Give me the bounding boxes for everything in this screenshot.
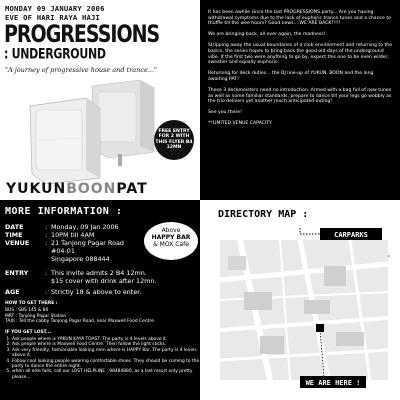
info-row [5,247,156,255]
mrt-info: MRT : Tanjong Pagar Station [5,313,67,319]
info-value: $15 cover with drink after 12mn. [51,277,157,285]
info-value: 21 Tanjong Pagar Road [51,239,124,247]
capacity-note: **LIMITED VENUE CAPACITY [208,121,272,127]
info-label: ENTRY [5,269,29,277]
lost-step: 5. when all else fails, call our LOST HELPLINE : 98484880, as a last resort only pretty please... [12,369,200,380]
info-row: AGE : Strictly 18 & above to enter. [5,288,142,296]
info-value: #04-01 [51,247,75,255]
intro-text [208,10,394,132]
dj-pat: PAT [116,181,148,197]
info-row: ENTRY : This invite admits 2 B4 12mn. [5,269,147,277]
badge-line: & MOX Cafe [153,241,189,248]
intro-text-panel [200,0,400,200]
lost-step: 1. Ask people where is YAKUN KAYA TOAST. The party is 4 levels above it. [12,337,200,342]
dj-lineup [6,182,148,197]
free-entry-badge: FREE ENTRY FOR 2 WITH THIS FLYER B4 12MN [154,120,194,160]
event-title: PROGRESSIONS [4,20,160,49]
info-value: Monday, 09 Jan 2006 [51,223,119,231]
event-tagline: "A journey of progressive house and trance..." [5,66,158,74]
route-line [300,228,320,234]
lost-step: 4. Follow cool looking people wearing comfortable shoes. They should be coming to the party to dance the entire night. [12,359,200,370]
dj-yukun: YUKUN [6,181,67,197]
street-map [220,240,388,380]
intro-paragraph: It has been awhile since the last PROGRESSIONS party... Are you having withdrawal symptoms due to the lack of euphoric trance tunes and a chance to thuffle till the wee hours? Good news....WE ARE BACK!!!!! [208,10,391,27]
info-row [5,255,156,263]
intro-paragraph: See you there! [208,110,242,116]
info-row: DATE : Monday, 09 Jan 2006 [5,223,119,231]
speaker-image [22,78,160,184]
info-panel [0,200,200,400]
intro-paragraph: These 3 deckmeisters need no introduction. Armed with a bag full of new tunes as well as some familiar standards, prepare to dance till your legs go wobbly as the trio delivers yet another much anticipated outing! [208,87,392,105]
intro-paragraph: We are bringing back, all over again, the madness! [208,32,326,38]
venue-marker [316,324,324,332]
directory-map [200,200,400,400]
event-subtitle: : UNDERGROUND [4,45,106,62]
taxi-info: TAXI : Tell the cabby Tanjong Pagar Road, near Maxwell Food Centre. [5,319,156,325]
lost-step: 2. Ask people where is Maxwell Food Centre. Then follow the light sticks. [12,342,200,347]
dj-boon: BOON [66,181,117,197]
above-happy-bar-badge [144,222,198,260]
info-row: TIME : 10PM till 4AM [5,231,95,239]
lost-step: 3. Ask very friendly, fashionable looking men where is HAPPY Bar. The party is 4 levels above it. [12,348,200,359]
directions [5,301,200,380]
bus-info: BUS : SBS 145 & 80 [5,308,49,314]
map-heading: DIRECTORY MAP : [218,209,309,220]
info-row: VENUE : 21 Tanjong Pagar Road [5,239,124,247]
lost-steps [5,337,200,380]
info-value: Singapore 088444 [51,255,110,263]
intro-paragraph: Stripping away the usual boundaries of a club environment and returning to the basics, the series hopes to bring back the good old days of the underground vibe. If the first two were anything to go by, expect this one to be even wilder, sweatier and equally euphoric. [208,43,393,66]
date-line: MONDAY 09 JANUARY 2006 [5,4,105,13]
carparks-label: CARPARKS [334,231,368,239]
info-value: Strictly 18 & above to enter. [51,288,142,296]
info-value: This invite admits 2 B4 12mn. [51,269,147,277]
badge-line: HAPPY BAR [151,234,191,241]
info-label: DATE [5,223,24,231]
info-table [5,223,156,296]
info-row [5,277,156,285]
lost-heading: IF YOU GET LOST... [5,329,52,335]
info-label: TIME [5,231,23,239]
event-date [5,5,105,22]
info-value: 10PM till 4AM [51,231,95,239]
flyer-title-panel [0,0,200,200]
info-label: AGE [5,288,20,296]
badge-line: Above [161,227,181,234]
info-heading: MORE INFORMATION : [5,206,123,217]
map-panel [200,200,400,400]
intro-paragraph: Returning for deck duties... the DJ line-up of YUKUN, BOON and the long awaiting PAT! [208,71,374,82]
we-are-here-label: WE ARE HERE ! [305,379,361,387]
holiday-line: EVE OF HARI RAYA HAJI [5,12,101,22]
directions-heading: HOW TO GET THERE : [5,301,58,306]
info-label: VENUE [5,239,30,247]
